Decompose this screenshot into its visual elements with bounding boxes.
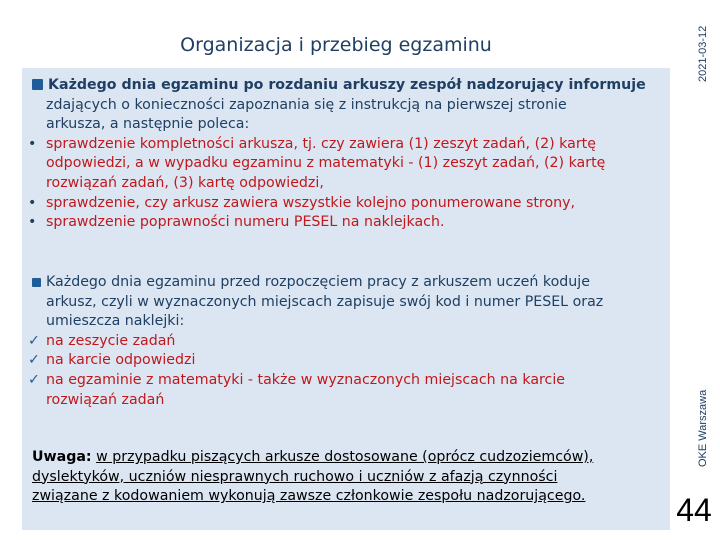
block1-intro-line: zdających o konieczności zapoznania się z instrukcją na pierwszej stronie [46, 96, 567, 113]
square-bullet-icon [32, 79, 43, 90]
checkmark-icon: ✓ [28, 332, 40, 349]
note-line: Uwaga: w przypadku piszących arkusze dostosowane (oprócz cudzoziemców), [32, 449, 594, 465]
slide-date: 2021-03-12 [697, 25, 709, 82]
bullet-icon: • [28, 135, 37, 152]
bullet-icon: • [28, 214, 37, 231]
list-item: • sprawdzenie poprawności numeru PESEL na naklejkach. [32, 213, 658, 233]
list-item: ✓ na karcie odpowiedzi [32, 351, 658, 371]
coding-block [28, 273, 658, 410]
list-item-line: odpowiedzi, a w wypadku egzaminu z matematyki - (1) zeszyt zadań, (2) kartę [46, 155, 606, 172]
note-label: Uwaga: [32, 449, 92, 465]
list-item: ✓ na zeszycie zadań [32, 332, 658, 352]
block1-intro-line: arkusza, a następnie poleca: [46, 116, 250, 133]
list-item: • sprawdzenie, czy arkusz zawiera wszystkie kolejno ponumerowane strony, [32, 194, 658, 214]
checkmark-icon: ✓ [28, 352, 40, 369]
note-line: związane z kodowaniem wykonują zawsze członkowie zespołu nadzorującego. [32, 488, 586, 505]
page-number: 44 [676, 492, 712, 528]
square-bullet-icon [32, 278, 41, 287]
note-line: dyslektyków, uczniów niesprawnych ruchowo i uczniów z afazją czynności [32, 468, 558, 485]
organization-label: OKE Warszawa [697, 389, 709, 467]
note-block [32, 448, 632, 507]
slide-title: Organizacja i przebieg egzaminu [180, 34, 492, 56]
block2-intro-line: arkusz, czyli w wyznaczonych miejscach zapisuje swój kod i numer PESEL oraz [46, 293, 604, 310]
block1-intro: Każdego dnia egzaminu po rozdaniu arkuszy zespół nadzorujący informuje [32, 76, 658, 96]
block2-intro: Każdego dnia egzaminu przed rozpoczęciem pracy z arkuszem uczeń koduje [32, 273, 658, 293]
bullet-icon: • [28, 194, 37, 211]
list-item: • sprawdzenie kompletności arkusza, tj. czy zawiera (1) zeszyt zadań, (2) kartę [32, 135, 658, 155]
checkmark-icon: ✓ [28, 371, 40, 388]
list-item: ✓ na egzaminie z matematyki - także w wyznaczonych miejscach na karcie [32, 371, 658, 391]
list-item-line: rozwiązań zadań, (3) kartę odpowiedzi, [46, 174, 324, 191]
instructions-block [28, 76, 658, 233]
sidebar [672, 0, 720, 540]
list-item-line: rozwiązań zadań [46, 391, 165, 408]
block2-intro-line: umieszcza naklejki: [46, 313, 185, 330]
